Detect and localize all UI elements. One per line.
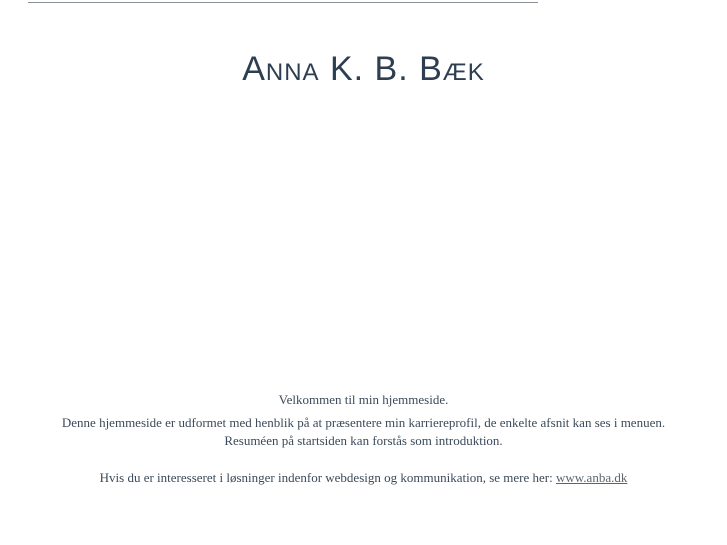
contact-text: Hvis du er interesseret i løsninger indenfor webdesign og kommunikation, se mere her: — [99, 470, 556, 485]
intro-line-1: Denne hjemmeside er udformet med henblik på at præsentere min karriereprofil, de enkelte afsnit kan ses i menuen. — [61, 415, 666, 430]
intro-line-2: Resuméen på startsiden kan forstås som introduktion. — [224, 433, 503, 448]
intro-section — [0, 391, 727, 487]
welcome-text: Velkommen til min hjemmeside. — [278, 392, 449, 407]
site-title: Anna K. B. Bæk — [242, 50, 485, 88]
anba-link[interactable]: www.anba.dk — [555, 470, 628, 485]
spacer — [0, 450, 727, 469]
top-divider — [28, 2, 538, 3]
contact-line — [0, 469, 727, 487]
